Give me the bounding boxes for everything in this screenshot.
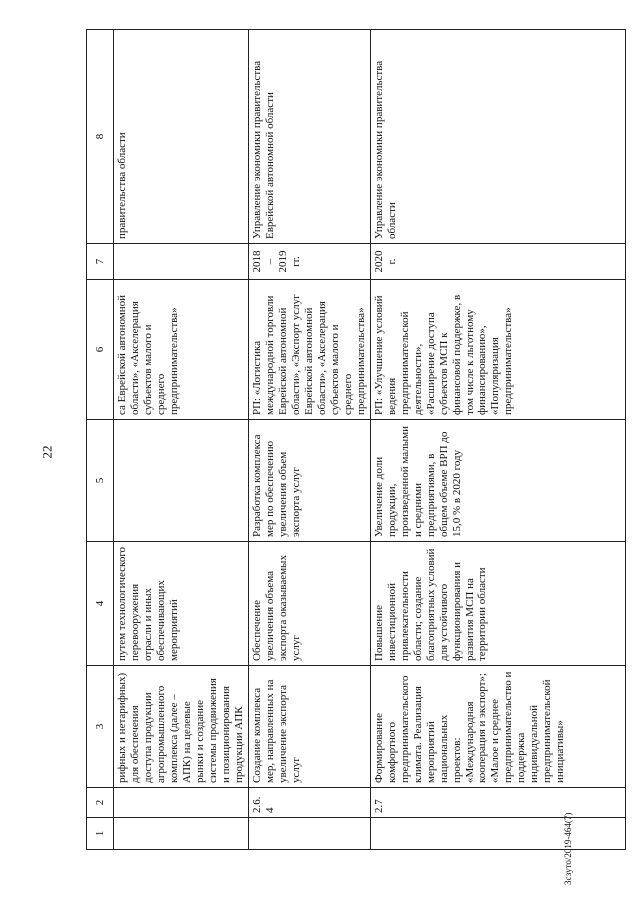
- cell-code: 2.6.4: [249, 788, 371, 818]
- table-row: [114, 30, 249, 850]
- column-header: 7: [87, 244, 114, 280]
- header-row: [87, 30, 114, 850]
- table-row: [249, 30, 371, 850]
- cell-goal: Обеспечение увеличения объема экспорта оказываемых услуг: [249, 542, 371, 666]
- cell-period: 2018 – 2019 гг.: [249, 244, 371, 280]
- cell-result: [114, 420, 249, 542]
- cell-task: Создание комплекса мер, направленных на увеличение экспорта услуг: [249, 666, 371, 788]
- cell-goal: путем технологического перевооружения отрасли и иных обеспечивающих мероприятий: [114, 542, 249, 666]
- cell-col1: [249, 818, 371, 850]
- cell-projects: РП: «Логистика международной торговли Еврейской автономной области», «Экспорт услуг Еврейской автономной области», «Акселерация субъектов малого и среднего предпринимательства»: [249, 280, 371, 420]
- column-header: 8: [87, 30, 114, 244]
- column-header: 1: [87, 818, 114, 850]
- page-number: 22: [39, 445, 55, 459]
- cell-col1: [114, 818, 249, 850]
- column-header: 3: [87, 666, 114, 788]
- cell-col1: [370, 818, 625, 850]
- cell-projects: РП: «Улучшение условий ведения предпринимательской деятельности», «Расширение доступа субъектов МСП к финансовой поддержке, в том числе к льготному финансированию», «Популяризация предпринимательства»: [370, 280, 625, 420]
- table-row: [370, 30, 625, 850]
- column-header: 5: [87, 420, 114, 542]
- cell-goal: Повышение инвестиционной привлекательности области; создание благоприятных условий для устойчивого функционирования и развития МСП на территории области: [370, 542, 625, 666]
- cell-result: Увеличение доли продукции, произведенной малыми и средними предприятиями, в общем объеме ВРП до 15,0 % в 2020 году: [370, 420, 625, 542]
- cell-code: [114, 788, 249, 818]
- cell-responsible: правительства области: [114, 30, 249, 244]
- cell-task: рифных и нетарифных) для обеспечения доступа продукции агропромышленного комплекса (далее – АПК) на целевые рынки и создание системы продвижения и позиционирования продукции АПК: [114, 666, 249, 788]
- cell-period: [114, 244, 249, 280]
- cell-period: 2020 г.: [370, 244, 625, 280]
- cell-code: 2.7: [370, 788, 625, 818]
- rotated-table-wrapper: [86, 30, 626, 850]
- cell-projects: са Еврейской автономной области», «Акселерация субъектов малого и среднего предпринимательства»: [114, 280, 249, 420]
- column-header: 6: [87, 280, 114, 420]
- column-header: 2: [87, 788, 114, 818]
- plan-table: [86, 29, 626, 850]
- column-header: 4: [87, 542, 114, 666]
- cell-responsible: Управление экономики правительства области: [370, 30, 625, 244]
- cell-responsible: Управление экономики правительства Еврейской автономной области: [249, 30, 371, 244]
- document-code: Зсзуто/2019-464(7): [563, 812, 573, 885]
- cell-result: Разработка комплекса мер по обеспечению увеличения объем экспорта услуг: [249, 420, 371, 542]
- cell-task: Формирование комфортного предпринимательского климата. Реализация мероприятий национальных проектов: «Международная кооперация и экспорт»; «Малое и среднее предпринимательство и поддержка индивидуальной предпринимательской инициативы»: [370, 666, 625, 788]
